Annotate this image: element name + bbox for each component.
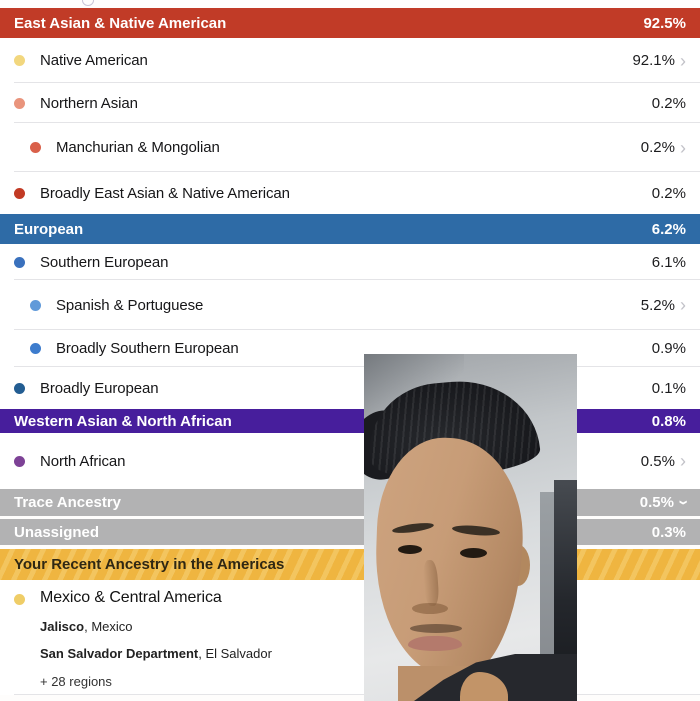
region-label: Native American bbox=[40, 52, 148, 69]
photo-mustache bbox=[410, 624, 462, 633]
percent-value: 0.2% bbox=[651, 184, 686, 202]
section-header-your-recent-ancestry-in-the-americas[interactable] bbox=[0, 549, 700, 580]
region-label: Broadly European bbox=[40, 379, 159, 397]
ancestry-row-southern-european bbox=[0, 244, 700, 280]
spacer bbox=[0, 695, 700, 701]
region-color-dot bbox=[14, 383, 25, 394]
region-label: Mexico & Central America bbox=[40, 589, 222, 606]
ancestry-row-native-american[interactable] bbox=[0, 38, 700, 83]
percent-value: 92.1% bbox=[632, 52, 675, 69]
subregion-country: , Mexico bbox=[84, 619, 133, 634]
region-label: Broadly Southern European bbox=[56, 340, 239, 357]
section-header-east-asian-native-american[interactable] bbox=[0, 8, 700, 38]
photo-nose-base bbox=[412, 603, 448, 614]
ancestry-row-northern-asian bbox=[0, 83, 700, 123]
region-color-dot bbox=[14, 456, 25, 467]
region-color-dot bbox=[14, 257, 25, 268]
subregion-name: Jalisco bbox=[40, 619, 85, 634]
percent-value: 92.5% bbox=[643, 14, 686, 32]
section-header-european[interactable] bbox=[0, 214, 700, 244]
section-title: Western Asian & North African bbox=[14, 412, 232, 430]
ancestry-row-broadly-southern-european bbox=[0, 330, 700, 367]
section-header-unassigned[interactable] bbox=[0, 519, 700, 545]
percent-value: 0.5% bbox=[640, 452, 675, 470]
region-label: North African bbox=[40, 452, 126, 470]
ancestry-row-north-african[interactable] bbox=[0, 433, 700, 489]
section-title: Your Recent Ancestry in the Americas bbox=[14, 556, 285, 573]
more-regions-label: + 28 regions bbox=[40, 674, 112, 689]
photo-left-eye bbox=[398, 545, 422, 554]
spacer bbox=[0, 0, 700, 8]
percent-value: 0.9% bbox=[651, 340, 686, 357]
percent-value: 0.8% bbox=[651, 412, 686, 430]
photo-right-eye bbox=[460, 548, 487, 558]
subregion-country: , El Salvador bbox=[198, 646, 272, 661]
region-label: Spanish & Portuguese bbox=[56, 296, 204, 314]
percent-value: 0.5% bbox=[639, 494, 674, 511]
percent-value: 0.2% bbox=[640, 139, 675, 156]
ancestry-row-spanish-portuguese[interactable] bbox=[0, 280, 700, 330]
region-color-dot bbox=[30, 343, 41, 354]
percent-value: 0.3% bbox=[651, 523, 686, 541]
region-color-dot bbox=[14, 55, 25, 66]
region-color-dot bbox=[14, 98, 25, 109]
region-label: Southern European bbox=[40, 253, 169, 271]
chevron-right-icon: › bbox=[680, 137, 686, 158]
percent-value: 6.2% bbox=[651, 220, 686, 238]
ancestry-row-broadly-east-asian-native-american bbox=[0, 172, 700, 214]
region-label: Manchurian & Mongolian bbox=[56, 139, 220, 156]
section-title: Trace Ancestry bbox=[14, 494, 122, 511]
section-title: East Asian & Native American bbox=[14, 14, 227, 32]
percent-value: 5.2% bbox=[640, 296, 675, 314]
section-header-western-asian-north-african[interactable] bbox=[0, 409, 700, 433]
percent-value: 0.2% bbox=[651, 94, 686, 112]
chevron-down-icon: › bbox=[673, 500, 694, 505]
section-title: Unassigned bbox=[14, 523, 100, 541]
region-color-dot bbox=[30, 142, 41, 153]
section-title: European bbox=[14, 220, 84, 238]
chevron-right-icon: › bbox=[680, 451, 686, 471]
subregion-name: San Salvador Department bbox=[40, 646, 199, 661]
selfie-photo bbox=[364, 354, 577, 701]
chevron-right-icon: › bbox=[680, 50, 686, 71]
region-color-dot bbox=[14, 188, 25, 199]
ancestry-row-broadly-european bbox=[0, 367, 700, 409]
region-label: Broadly East Asian & Native American bbox=[40, 184, 290, 202]
percent-value: 0.1% bbox=[651, 379, 686, 397]
ancestry-row-manchurian-mongolian[interactable] bbox=[0, 123, 700, 172]
percent-value: 6.1% bbox=[651, 253, 686, 271]
region-label: Northern Asian bbox=[40, 94, 138, 112]
region-color-dot bbox=[14, 594, 25, 605]
chevron-right-icon: › bbox=[680, 295, 686, 315]
divider bbox=[14, 694, 700, 695]
ancestry-row-mexico-central-america bbox=[0, 580, 700, 695]
section-header-trace-ancestry[interactable] bbox=[0, 489, 700, 516]
photo-lips bbox=[408, 636, 462, 651]
region-color-dot bbox=[30, 300, 41, 311]
